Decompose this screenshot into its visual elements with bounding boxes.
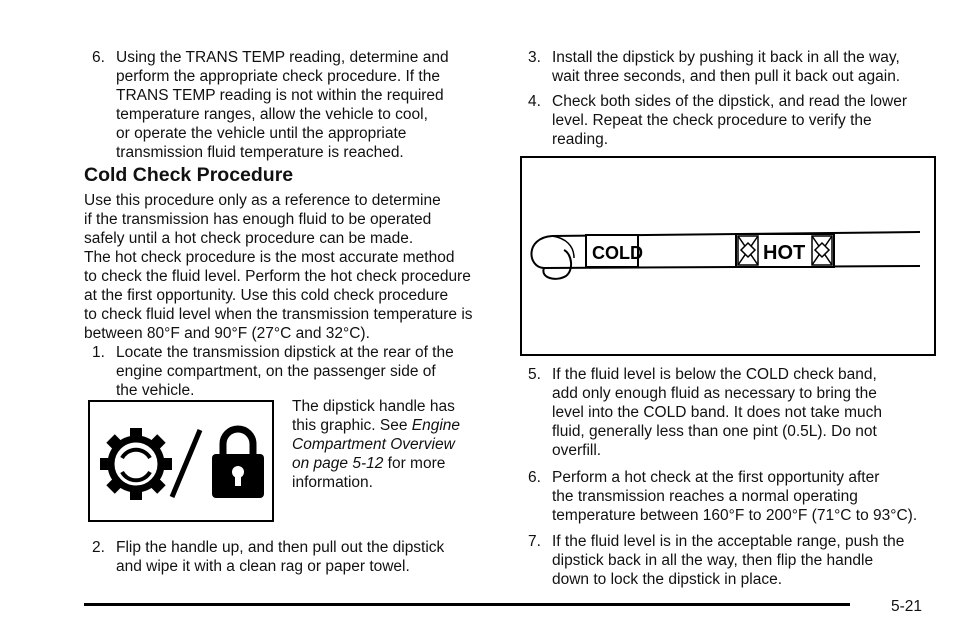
step-text-line: fluid, generally less than one pint (0.5L). Do not bbox=[552, 423, 877, 440]
step-text-line: TRANS TEMP reading is not within the required bbox=[116, 87, 444, 104]
paragraph-line: at the first opportunity. Use this cold check procedure bbox=[84, 287, 449, 304]
paragraph-line: to check fluid level when the transmission temperature is bbox=[84, 306, 473, 323]
dipstick-illustration bbox=[520, 156, 936, 356]
paragraph-line: to check the fluid level. Perform the hot check procedure bbox=[84, 268, 471, 285]
graphic-caption bbox=[292, 397, 502, 492]
step-text-line: add only enough fluid as necessary to bring the bbox=[552, 385, 877, 402]
step-text-line: reading. bbox=[552, 131, 609, 148]
intro-paragraph bbox=[84, 191, 504, 343]
step-text-line: level into the COLD band. It does not take much bbox=[552, 404, 882, 421]
step-text-line: Locate the transmission dipstick at the rear of the bbox=[116, 344, 454, 361]
step-text-line: engine compartment, on the passenger side of bbox=[116, 363, 436, 380]
step-text-line: level. Repeat the check procedure to verify the bbox=[552, 112, 872, 129]
cross-reference-link[interactable]: on page 5-12 bbox=[292, 455, 384, 472]
step-text-line: transmission fluid temperature is reached. bbox=[116, 144, 404, 161]
step-text-line: If the fluid level is below the COLD check band, bbox=[552, 366, 877, 383]
step-number: 4. bbox=[528, 93, 541, 110]
step-text-line: down to lock the dipstick in place. bbox=[552, 571, 783, 588]
cross-reference-link[interactable]: Engine bbox=[411, 417, 461, 434]
step-text-line: Using the TRANS TEMP reading, determine and bbox=[116, 49, 449, 66]
step-text-line: wait three seconds, and then pull it back out again. bbox=[552, 68, 901, 85]
step-text-line: Perform a hot check at the first opportunity after bbox=[552, 469, 880, 486]
paragraph-line: safely until a hot check procedure can be made. bbox=[84, 230, 414, 247]
caption-line: The dipstick handle has bbox=[292, 398, 455, 415]
step-number: 7. bbox=[528, 533, 541, 550]
footer-rule bbox=[84, 603, 850, 606]
dipstick-drawing bbox=[522, 158, 934, 354]
caption-line bbox=[292, 454, 502, 473]
step-number: 2. bbox=[92, 539, 105, 556]
step-number: 5. bbox=[528, 366, 541, 383]
step-text-line: dipstick back in all the way, then flip the handle bbox=[552, 552, 874, 569]
section-heading: Cold Check Procedure bbox=[84, 164, 294, 186]
step-text-line: temperature between 160°F to 200°F (71°C to 93°C). bbox=[552, 507, 918, 524]
step-number: 3. bbox=[528, 49, 541, 66]
page-number: 5-21 bbox=[890, 598, 922, 615]
gear-lock-icon bbox=[90, 402, 272, 520]
cold-band-label: COLD bbox=[592, 243, 643, 263]
caption-line bbox=[292, 435, 502, 454]
caption-line: information. bbox=[292, 474, 373, 491]
caption-text: for more bbox=[383, 455, 446, 472]
paragraph-line: The hot check procedure is the most accurate method bbox=[84, 249, 455, 266]
paragraph-line: between 80°F and 90°F (27°C and 32°C). bbox=[84, 325, 370, 342]
step-text-line: If the fluid level is in the acceptable range, push the bbox=[552, 533, 905, 550]
step-number: 1. bbox=[92, 344, 105, 361]
step-text-line: and wipe it with a clean rag or paper towel. bbox=[116, 558, 410, 575]
hot-band-label: HOT bbox=[763, 242, 806, 264]
dipstick-handle-graphic bbox=[88, 400, 274, 522]
step-number: 6. bbox=[92, 49, 105, 66]
step-number: 6. bbox=[528, 469, 541, 486]
step-text-line: overfill. bbox=[552, 442, 602, 459]
cross-reference-link[interactable]: Compartment Overview bbox=[292, 436, 455, 453]
step-text-line: perform the appropriate check procedure. If the bbox=[116, 68, 440, 85]
step-text-line: the vehicle. bbox=[116, 382, 195, 399]
step-text-line: Flip the handle up, and then pull out the dipstick bbox=[116, 539, 445, 556]
step-text-line: Install the dipstick by pushing it back in all the way, bbox=[552, 49, 900, 66]
caption-text: this graphic. See bbox=[292, 417, 412, 434]
step-text-line: the transmission reaches a normal operating bbox=[552, 488, 858, 505]
paragraph-line: if the transmission has enough fluid to be operated bbox=[84, 211, 432, 228]
step-text-line: temperature ranges, allow the vehicle to cool, bbox=[116, 106, 428, 123]
step-text-line: Check both sides of the dipstick, and read the lower bbox=[552, 93, 907, 110]
paragraph-line: Use this procedure only as a reference to determine bbox=[84, 192, 441, 209]
caption-line bbox=[292, 416, 502, 435]
step-text-line: or operate the vehicle until the appropriate bbox=[116, 125, 407, 142]
